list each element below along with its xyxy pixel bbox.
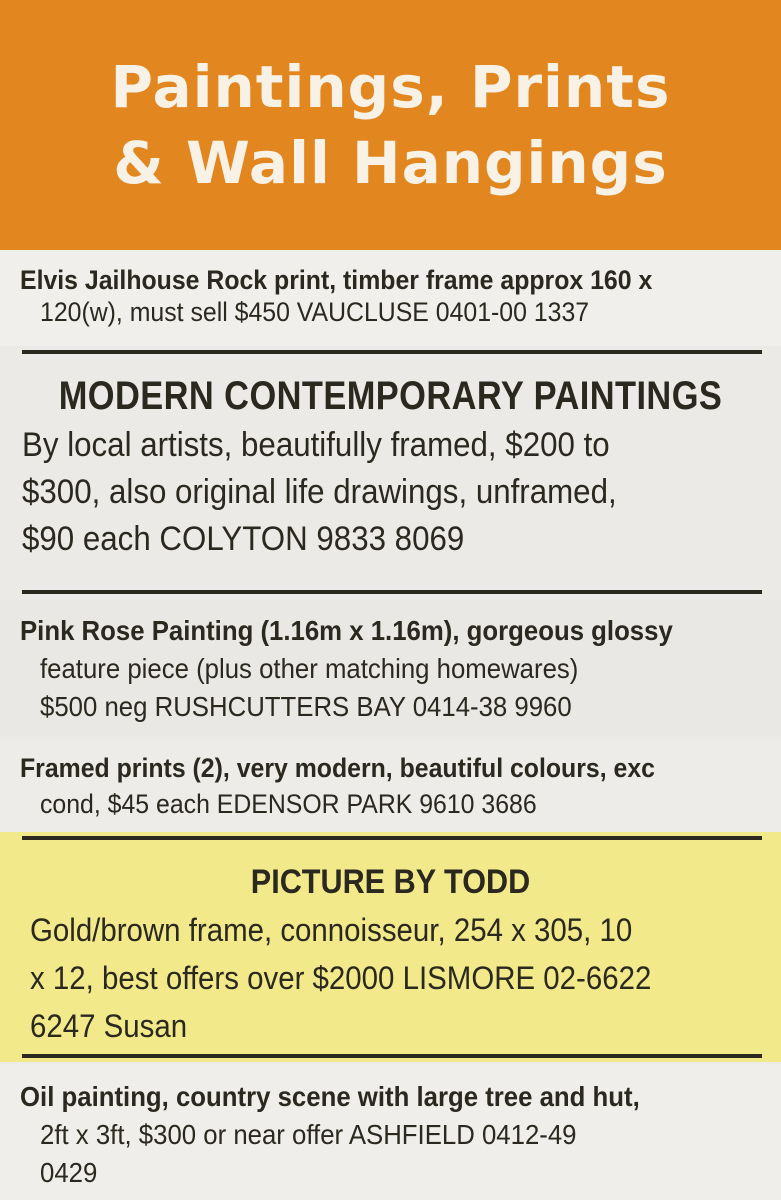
ad-rose-line-3 <box>0 688 781 726</box>
divider-rule <box>22 350 762 354</box>
ad-elvis-print <box>0 250 781 346</box>
ad-rose-line-2 <box>0 650 781 688</box>
ad-oil-line-3 <box>0 1154 781 1192</box>
divider-rule <box>22 1054 762 1058</box>
ad-pink-rose <box>0 600 781 736</box>
ad-todd-line-1-text: Gold/brown frame, connoisseur, 254 x 305, 10 <box>30 912 633 948</box>
ad-modern-paintings <box>0 358 781 590</box>
ad-oil-line-2-text: 2ft x 3ft, $300 or near offer ASHFIELD 0412-49 <box>40 1119 577 1150</box>
ad-elvis-line-2 <box>0 296 781 328</box>
ad-modern-line-2-text: $300, also original life drawings, unframed, <box>22 473 617 511</box>
ad-oil-painting <box>0 1064 781 1200</box>
ad-elvis-line-2-text: 120(w), must sell $450 VAUCLUSE 0401-00 1337 <box>40 297 590 327</box>
ad-rose-line-2-text: feature piece (plus other matching homewares) <box>40 653 579 684</box>
ad-rose-line-3-text: $500 neg RUSHCUTTERS BAY 0414-38 9960 <box>40 691 572 722</box>
ad-todd-heading: PICTURE BY TODD <box>250 863 531 901</box>
divider-rule <box>22 590 762 594</box>
ad-framed-line-1 <box>0 740 781 786</box>
ad-modern-line-2 <box>0 469 781 516</box>
ad-modern-line-3-text: $90 each COLYTON 9833 8069 <box>22 520 465 558</box>
ad-elvis-line-1 <box>0 250 781 296</box>
ad-oil-line-1 <box>0 1064 781 1116</box>
divider-rule <box>22 836 762 840</box>
ad-todd-line-2 <box>0 954 781 1002</box>
ad-todd-line-2-text: x 12, best offers over $2000 LISMORE 02-6622 <box>30 960 652 996</box>
ad-todd-line-1 <box>0 906 781 954</box>
ad-oil-line-2 <box>0 1116 781 1154</box>
ad-modern-heading: MODERN CONTEMPORARY PAINTINGS <box>58 374 723 418</box>
section-title-line-2: & Wall Hangings <box>113 129 668 197</box>
ad-modern-line-3 <box>0 516 781 563</box>
ad-oil-line-1-text: Oil painting, country scene with large tree and hut, <box>20 1081 640 1112</box>
ad-modern-line-1-text: By local artists, beautifully framed, $200 to <box>22 426 610 464</box>
ad-elvis-line-1-text: Elvis Jailhouse Rock print, timber frame approx 160 x <box>20 265 653 295</box>
ad-todd-line-3-text: 6247 Susan <box>30 1008 188 1044</box>
ad-todd-line-3 <box>0 1002 781 1050</box>
ad-rose-line-1-text: Pink Rose Painting (1.16m x 1.16m), gorgeous glossy <box>20 615 673 646</box>
section-title-line-1: Paintings, Prints <box>110 53 671 121</box>
section-header <box>0 0 781 250</box>
ad-framed-line-1-text: Framed prints (2), very modern, beautiful colours, exc <box>20 753 655 783</box>
ad-modern-line-1 <box>0 422 781 469</box>
ad-oil-line-3-text: 0429 <box>40 1157 98 1188</box>
ad-rose-line-1 <box>0 600 781 650</box>
ad-framed-line-2 <box>0 786 781 822</box>
ad-framed-line-2-text: cond, $45 each EDENSOR PARK 9610 3686 <box>40 789 537 819</box>
ad-picture-by-todd <box>0 832 781 1062</box>
ad-framed-prints <box>0 740 781 832</box>
